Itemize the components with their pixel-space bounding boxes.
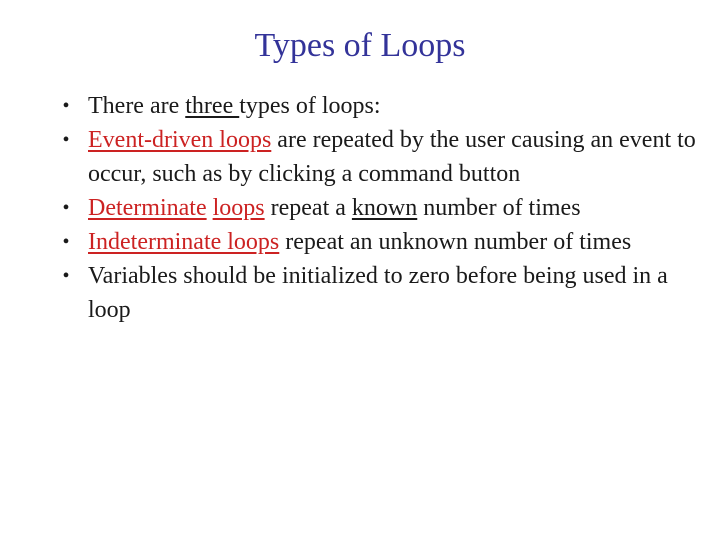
underlined-term-three: three bbox=[185, 93, 240, 119]
bullet-text: Variables should be initialized to zero before being used in a loop bbox=[88, 263, 668, 323]
bullet-text: There are bbox=[88, 93, 186, 119]
bullet-text: repeat an unknown number of times bbox=[279, 229, 632, 255]
highlight-term-indeterminate-loops: Indeterminate loops bbox=[88, 229, 280, 255]
bullet-list bbox=[56, 89, 696, 327]
bullet-icon: • bbox=[62, 95, 70, 117]
bullet-text: number of times bbox=[417, 195, 581, 221]
bullet-icon: • bbox=[62, 129, 70, 151]
highlight-term-determinate: Determinate bbox=[88, 195, 207, 221]
bullet-text: types of loops: bbox=[239, 93, 381, 119]
bullet-item-determinate bbox=[56, 191, 696, 225]
bullet-icon: • bbox=[62, 231, 70, 253]
bullet-text: are repeated by the user causing an event to occur, such as by clicking a command button bbox=[88, 127, 696, 187]
bullet-icon: • bbox=[62, 197, 70, 219]
bullet-icon: • bbox=[62, 265, 70, 287]
slide-title: Types of Loops bbox=[254, 27, 466, 64]
bullet-text: repeat a bbox=[264, 195, 352, 221]
bullet-item-indeterminate bbox=[56, 225, 696, 259]
bullet-item-variables bbox=[56, 259, 696, 327]
bullet-item-three-types bbox=[56, 89, 696, 123]
highlight-term-loops: loops bbox=[212, 195, 265, 221]
underlined-term-known: known bbox=[351, 195, 418, 221]
highlight-term-event-driven-loops: Event-driven loops bbox=[88, 127, 272, 153]
bullet-item-event-driven bbox=[56, 123, 696, 191]
